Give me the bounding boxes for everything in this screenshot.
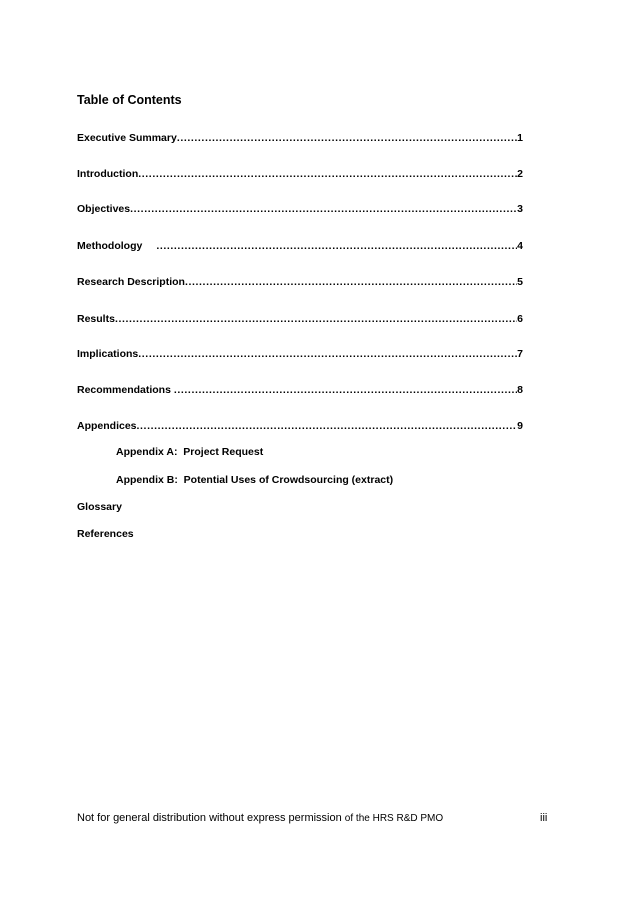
toc-entry-research-description[interactable] (77, 275, 523, 289)
toc-entry-glossary[interactable]: Glossary (77, 501, 122, 513)
footer-notice-org: of the HRS R&D PMO (344, 813, 444, 824)
toc-entry-page-number: 1 (517, 132, 523, 144)
toc-sub-entry-appendix-b[interactable]: Appendix B: Potential Uses of Crowdsourcing (extract) (116, 474, 394, 486)
toc-entry-page-number: 8 (517, 384, 523, 396)
dot-leader (115, 312, 517, 326)
dot-leader (138, 167, 517, 181)
toc-entry-label: Methodology (77, 240, 143, 252)
toc-title: Table of Contents (77, 93, 182, 107)
toc-entry-label: Executive Summary (77, 132, 177, 144)
toc-entry-executive-summary[interactable] (77, 131, 523, 145)
toc-entry-recommendations[interactable] (77, 383, 523, 397)
toc-entry-label: Results (77, 313, 115, 325)
dot-leader (174, 383, 517, 397)
toc-entry-label: Implications (77, 348, 139, 360)
toc-entry-page-number: 9 (517, 420, 523, 432)
toc-entry-page-number: 2 (517, 168, 523, 180)
dot-leader (177, 131, 517, 145)
toc-entry-label: Recommendations (77, 384, 174, 396)
dot-leader (156, 239, 517, 253)
footer-page-number: iii (540, 812, 548, 824)
footer-notice-main: Not for general distribution without express permission (77, 812, 345, 824)
toc-entry-implications[interactable] (77, 347, 523, 361)
toc-entry-results[interactable] (77, 312, 523, 326)
toc-entry-introduction[interactable] (77, 167, 523, 181)
toc-entry-page-number: 7 (517, 348, 523, 360)
dot-leader (185, 275, 517, 289)
toc-entry-page-number: 5 (517, 276, 523, 288)
toc-entry-page-number: 4 (517, 240, 523, 252)
toc-sub-entry-appendix-a[interactable]: Appendix A: Project Request (116, 446, 264, 458)
toc-entry-label: Introduction (77, 168, 139, 180)
toc-entry-page-number: 6 (517, 313, 523, 325)
toc-entry-label: Objectives (77, 203, 131, 215)
dot-leader (137, 419, 518, 433)
dot-leader (138, 347, 517, 361)
toc-entry-methodology[interactable] (77, 239, 523, 253)
toc-entry-label: Appendices (77, 420, 137, 432)
toc-entry-label: Research Description (77, 276, 185, 288)
toc-entry-references[interactable]: References (77, 528, 134, 540)
footer-notice (77, 812, 443, 824)
toc-entry-page-number: 3 (517, 203, 523, 215)
toc-entry-appendices[interactable] (77, 419, 523, 433)
dot-leader (130, 202, 517, 216)
toc-entry-objectives[interactable] (77, 202, 523, 216)
